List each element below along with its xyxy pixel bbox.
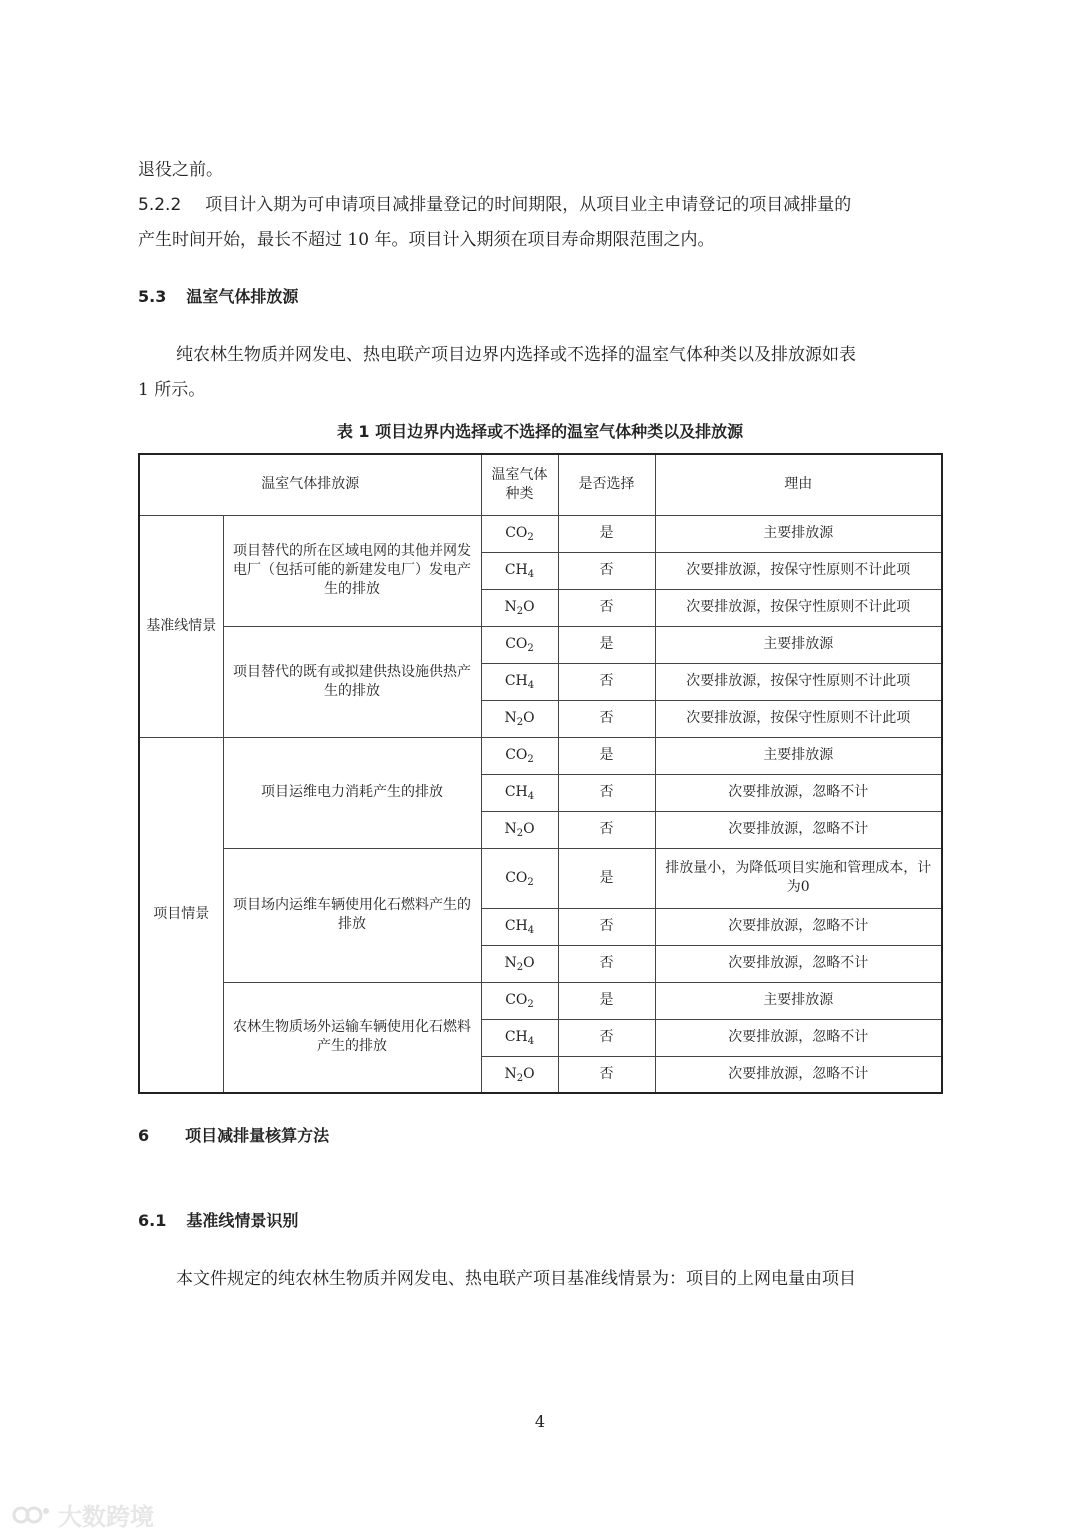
paragraph-6-1: 本文件规定的纯农林生物质并网发电、热电联产项目基准线情景为：项目的上网电量由项目 [176,1269,856,1289]
gas-formula-suffix: O [523,599,535,615]
gas-formula-subscript: 2 [527,532,534,543]
heading-6-1 [138,1211,298,1231]
gas-formula-subscript: 2 [527,876,534,888]
heading-number: 5.3 [138,287,167,306]
source-cell: 农林生物质场外运输车辆使用化石燃料产生的排放 [223,982,481,1093]
scenario-cell: 基准线情景 [139,515,223,737]
header-gas-type-l1: 温室气体 [491,466,548,483]
table-header-row [139,454,942,515]
gas-formula-subscript: 2 [516,606,524,617]
gas-formula: N [504,710,517,726]
source-cell: 项目场内运维车辆使用化石燃料产生的排放 [223,848,481,982]
gas-formula-subscript: 2 [516,717,524,728]
table-row [139,982,942,1019]
gas-cell [481,1019,558,1056]
clause-5-2-2-line2: 产生时间开始，最长不超过 10 年。项目计入期须在项目寿命期限范围之内。 [138,230,715,250]
table-row [139,737,942,774]
gas-formula-suffix: O [523,1065,535,1082]
selected-cell: 否 [558,1019,655,1056]
heading-5-3 [138,287,298,307]
emission-sources-table [138,453,943,1094]
gas-formula-subscript: 4 [527,1036,535,1047]
selected-cell: 是 [558,515,655,552]
selected-cell: 是 [558,982,655,1019]
gas-formula-subscript: 2 [516,1072,524,1084]
table-row [139,515,942,552]
gas-formula-subscript: 4 [527,925,535,936]
reason-cell: 次要排放源，忽略不计 [655,811,942,848]
selected-cell: 否 [558,774,655,811]
gas-cell [481,700,558,737]
gas-formula: N [504,599,517,615]
header-gas-type-l2: 种类 [505,485,534,502]
reason-cell: 主要排放源 [655,515,942,552]
gas-formula-subscript: 2 [516,828,524,839]
selected-cell: 否 [558,811,655,848]
gas-cell [481,774,558,811]
gas-formula: CO [505,636,528,652]
selected-cell: 否 [558,700,655,737]
selected-cell: 是 [558,737,655,774]
table-row [139,848,942,908]
header-gas-type [481,454,558,515]
gas-cell [481,848,558,908]
gas-formula: CO [505,869,528,886]
intro-line2: 1 所示。 [138,380,206,400]
heading-title: 项目减排量核算方法 [185,1126,330,1145]
gas-cell [481,515,558,552]
gas-formula: CH [504,918,528,934]
reason-cell: 主要排放源 [655,626,942,663]
gas-cell [481,737,558,774]
gas-cell [481,811,558,848]
heading-number: 6.1 [138,1211,167,1230]
gas-formula: CO [505,525,528,541]
watermark-text: 大数跨境 [58,1503,154,1531]
gas-formula: CH [504,784,528,800]
gas-cell [481,589,558,626]
gas-formula-subscript: 2 [527,999,534,1010]
gas-formula: N [504,955,517,971]
clause-5-2-2-line1 [138,195,851,215]
gas-formula-subscript: 4 [527,680,535,691]
gas-formula: CH [504,673,528,689]
selected-cell: 否 [558,908,655,945]
gas-cell [481,908,558,945]
clause-text: 项目计入期为可申请项目减排量登记的时间期限，从项目业主申请登记的项目减排量的 [205,195,852,215]
selected-cell: 否 [558,552,655,589]
header-source: 温室气体排放源 [139,454,481,515]
selected-cell: 否 [558,589,655,626]
reason-cell: 次要排放源，按保守性原则不计此项 [655,589,942,626]
paragraph-tail: 退役之前。 [138,160,223,180]
gas-cell [481,945,558,982]
header-reason: 理由 [655,454,942,515]
gas-cell [481,552,558,589]
gas-formula-subscript: 2 [516,962,524,973]
page-number: 4 [534,1412,546,1431]
reason-cell: 次要排放源，忽略不计 [655,1019,942,1056]
selected-cell: 是 [558,626,655,663]
table-caption: 表 1 项目边界内选择或不选择的温室气体种类以及排放源 [336,422,744,441]
heading-title: 温室气体排放源 [186,287,299,306]
gas-cell [481,626,558,663]
intro-line1: 纯农林生物质并网发电、热电联产项目边界内选择或不选择的温室气体种类以及排放源如表 [176,345,856,365]
selected-cell: 否 [558,945,655,982]
selected-cell: 否 [558,1056,655,1093]
gas-formula: CO [505,992,528,1008]
clause-number: 5.2.2 [138,195,182,215]
scenario-cell: 项目情景 [139,737,223,1093]
gas-formula-suffix: O [523,955,535,971]
source-cell: 项目运维电力消耗产生的排放 [223,737,481,848]
heading-6 [138,1126,329,1146]
reason-cell: 主要排放源 [655,982,942,1019]
source-cell: 项目替代的既有或拟建供热设施供热产生的排放 [223,626,481,737]
source-cell: 项目替代的所在区域电网的其他并网发电厂（包括可能的新建发电厂）发电产生的排放 [223,515,481,626]
reason-cell: 次要排放源，忽略不计 [655,1056,942,1093]
gas-formula: N [504,821,517,837]
watermark-logo-icon [12,1503,52,1527]
gas-formula-subscript: 2 [527,754,534,765]
reason-cell: 次要排放源，忽略不计 [655,774,942,811]
reason-cell: 次要排放源，忽略不计 [655,945,942,982]
selected-cell: 否 [558,663,655,700]
gas-formula-suffix: O [523,710,535,726]
gas-cell [481,982,558,1019]
gas-formula-subscript: 4 [527,791,535,802]
table-row [139,626,942,663]
header-selected: 是否选择 [558,454,655,515]
gas-cell [481,1056,558,1093]
selected-cell: 是 [558,848,655,908]
gas-formula: N [504,1065,517,1082]
reason-cell: 排放量小，为降低项目实施和管理成本，计为0 [655,848,942,908]
reason-cell: 次要排放源，按保守性原则不计此项 [655,663,942,700]
heading-number: 6 [138,1126,150,1145]
heading-title: 基准线情景识别 [186,1211,299,1230]
gas-formula-subscript: 2 [527,643,534,654]
reason-cell: 次要排放源，按保守性原则不计此项 [655,700,942,737]
reason-cell: 次要排放源，忽略不计 [655,908,942,945]
reason-cell: 次要排放源，按保守性原则不计此项 [655,552,942,589]
gas-formula-subscript: 4 [527,569,535,580]
gas-formula: CH [504,1029,528,1045]
reason-cell: 主要排放源 [655,737,942,774]
gas-formula: CH [504,562,528,578]
gas-cell [481,663,558,700]
gas-formula-suffix: O [523,821,535,837]
gas-formula: CO [505,747,528,763]
